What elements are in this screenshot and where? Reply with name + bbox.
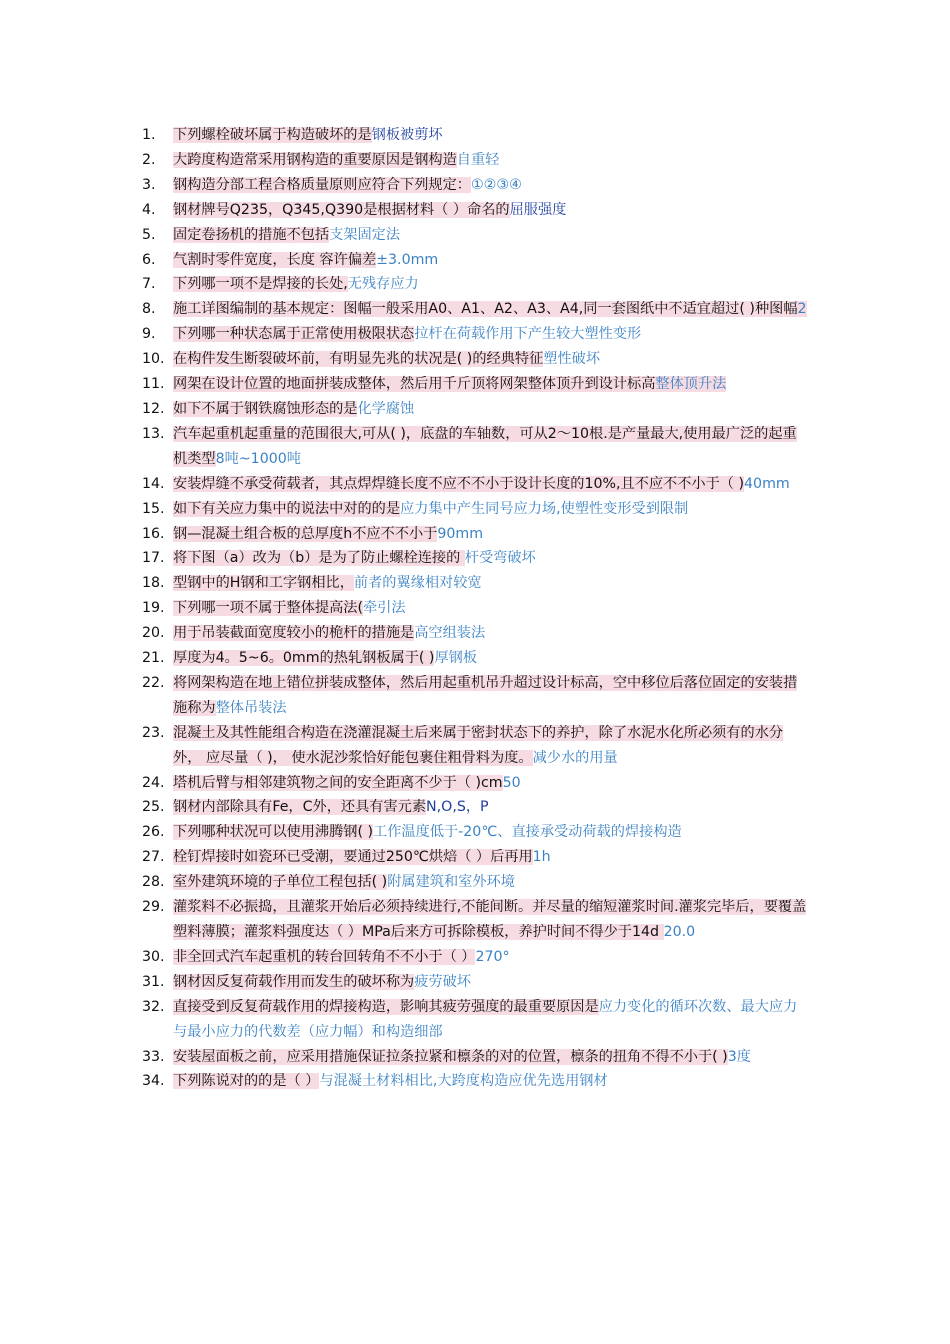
answer-text: 高空组装法 <box>414 625 486 642</box>
item-number: 18. <box>142 575 165 592</box>
item-number: 33. <box>142 1048 165 1065</box>
list-item <box>142 671 810 721</box>
answer-text: 20.0 <box>663 924 696 940</box>
item-number: 6. <box>142 251 156 268</box>
question-text: 将下图（a）改为（b）是为了防止螺栓连接的 <box>173 550 465 567</box>
item-number: 29. <box>142 899 165 916</box>
item-number: 13. <box>142 425 165 442</box>
question-list <box>142 123 810 1094</box>
item-number: 23. <box>142 724 165 741</box>
item-number: 17. <box>142 550 165 567</box>
item-number: 7. <box>142 276 156 293</box>
question-text: 钢材因反复荷载作用而发生的破坏称为 <box>173 973 415 990</box>
question-text: 下列哪种状况可以使用沸腾钢( ) <box>173 824 374 841</box>
answer-text: 牵引法 <box>362 600 406 617</box>
question-text: 室外建筑环境的子单位工程包括( ) <box>173 874 388 891</box>
answer-text: 2 <box>797 301 807 318</box>
list-item <box>142 372 810 397</box>
list-item <box>142 223 810 248</box>
item-number: 16. <box>142 525 165 542</box>
list-item <box>142 970 810 995</box>
answer-text: 厚钢板 <box>434 650 478 667</box>
list-item <box>142 771 810 796</box>
item-number: 5. <box>142 226 156 243</box>
answer-text: 拉杆在荷载作用下产生较大塑性变形 <box>414 326 642 343</box>
list-item <box>142 198 810 223</box>
item-number: 10. <box>142 351 165 368</box>
answer-text: 应力集中产生同号应力场,使塑性变形受到限制 <box>400 500 689 517</box>
answer-text: 整体吊装法 <box>215 699 287 716</box>
list-item <box>142 248 810 273</box>
list-item <box>142 272 810 297</box>
question-text: 钢—混凝土组合板的总厚度h不应不不小于 <box>173 525 438 542</box>
item-number: 34. <box>142 1073 165 1090</box>
answer-text: 应力变化的循环次数、最大应力与最小应力的代数差（应力幅）和构造细部 <box>173 998 798 1040</box>
answer-text: N,O,S，P <box>426 799 489 816</box>
list-item <box>142 621 810 646</box>
answer-text: 8吨~1000吨 <box>215 450 301 467</box>
answer-text: ±3.0mm <box>376 251 439 268</box>
answer-text: 疲劳破坏 <box>414 973 471 990</box>
item-number: 30. <box>142 948 165 965</box>
answer-text: 整体顶升法 <box>655 376 727 393</box>
list-item <box>142 646 810 671</box>
answer-text: 减少水的用量 <box>532 749 618 766</box>
question-text: 如下不属于钢铁腐蚀形态的是 <box>173 400 358 417</box>
item-number: 2. <box>142 151 156 168</box>
item-number: 15. <box>142 500 165 517</box>
answer-text: 1h <box>532 849 551 866</box>
answer-text: ①②③④ <box>470 176 522 193</box>
list-item <box>142 297 810 322</box>
question-text: 直接受到反复荷载作用的焊接构造，影响其疲劳强度的最重要原因是 <box>173 998 599 1015</box>
answer-text: 屈服强度 <box>509 201 567 218</box>
item-number: 20. <box>142 625 165 642</box>
item-number: 1. <box>142 127 156 143</box>
list-item <box>142 173 810 198</box>
list-item <box>142 571 810 596</box>
item-number: 25. <box>142 799 165 816</box>
list-item <box>142 845 810 870</box>
list-item <box>142 148 810 173</box>
list-item <box>142 497 810 522</box>
list-item <box>142 1045 810 1070</box>
question-text: 钢材牌号Q235，Q345,Q390是根据材料（ ）命名的 <box>173 201 510 218</box>
question-text: 下列哪一项不是焊接的长处, <box>173 276 348 293</box>
question-text: 大跨度构造常采用钢构造的重要原因是钢构造 <box>173 151 457 168</box>
item-number: 19. <box>142 600 165 617</box>
answer-text: 40mm <box>744 475 790 492</box>
question-text: 钢构造分部工程合格质量原则应符合下列规定： <box>173 176 471 193</box>
question-text: 将网架构造在地上错位拼装成整体，然后用起重机吊升超过设计标高，空中移位后落位固定的安装措施称为 <box>173 674 798 716</box>
list-item <box>142 820 810 845</box>
item-number: 4. <box>142 201 156 218</box>
answer-text: 杆受弯破坏 <box>464 550 536 567</box>
item-number: 11. <box>142 376 165 393</box>
answer-text: 自重轻 <box>456 151 500 168</box>
list-item <box>142 522 810 547</box>
question-text: 在构件发生断裂破坏前，有明显先兆的状况是( )的经典特征 <box>173 351 544 368</box>
item-number: 3. <box>142 176 156 193</box>
list-item <box>142 945 810 970</box>
list-item <box>142 870 810 895</box>
question-text: 非全回式汽车起重机的转台回转角不不小于（ ） <box>173 948 476 965</box>
question-text: 安装焊缝不承受荷载者，其点焊焊缝长度不应不不小于设计长度的10%,且不应不不小于（ ) <box>173 475 745 492</box>
question-text: 灌浆料不必振捣，且灌浆开始后必须持续进行,不能间断。并尽量的缩短灌浆时间.灌浆完毕后，要覆盖塑料薄膜；灌浆料强度达（ ）MPa后来方可拆除模板，养护时间不得少于14d <box>173 899 807 940</box>
item-number: 27. <box>142 849 165 866</box>
question-text: 安装屋面板之前，应采用措施保证拉条拉紧和檩条的对的位置，檩条的扭角不得不小于( ) <box>173 1048 728 1065</box>
item-number: 26. <box>142 824 165 841</box>
item-number: 21. <box>142 650 165 667</box>
answer-text: 无残存应力 <box>347 276 419 293</box>
list-item <box>142 472 810 497</box>
answer-text: 与混凝土材料相比,大跨度构造应优先选用钢材 <box>319 1073 608 1090</box>
question-text: 型钢中的H钢和工字钢相比， <box>173 575 354 592</box>
item-number: 9. <box>142 326 156 343</box>
list-item <box>142 322 810 347</box>
question-text: 用于吊装截面宽度较小的桅杆的措施是 <box>173 625 415 642</box>
item-number: 12. <box>142 400 165 417</box>
question-text: 施工详图编制的基本规定：图幅一般采用A0、A1、A2、A3、A4,同一套图纸中不适宜超过( )种图幅 <box>173 301 798 318</box>
question-text: 汽车起重机起重量的范围很大,可从( )，底盘的车轴数，可从2～10根.是产量最大,使用最广泛的起重机类型 <box>173 425 797 467</box>
question-text: 网架在设计位置的地面拼装成整体，然后用千斤顶将网架整体顶升到设计标高 <box>173 376 656 393</box>
item-number: 8. <box>142 301 156 318</box>
question-text: 气割时零件宽度，长度 容许偏差 <box>173 251 377 268</box>
answer-text: 钢板被剪坏 <box>371 127 443 143</box>
answer-text: 化学腐蚀 <box>357 400 415 417</box>
answer-text: 塑性破坏 <box>543 351 601 368</box>
answer-text: 支架固定法 <box>329 226 401 243</box>
item-number: 14. <box>142 475 165 492</box>
question-text: 混凝土及其性能组合构造在浇灌混凝土后来属于密封状态下的养护，除了水泥水化所必须有的水分外， 应尽量（ )， 使水泥沙浆恰好能包裹住粗骨料为度。 <box>173 724 784 766</box>
answer-text: 3度 <box>727 1048 751 1065</box>
answer-text: 工作温度低于-20℃、直接承受动荷载的焊接构造 <box>373 824 682 841</box>
question-text: 固定卷扬机的措施不包括 <box>173 226 330 243</box>
list-item <box>142 422 810 472</box>
question-text: 下列陈说对的的是（ ） <box>173 1073 320 1090</box>
question-text: 厚度为4。5~6。0mm的热轧钢板属于( ) <box>173 650 435 667</box>
list-item <box>142 995 810 1045</box>
answer-text: 附属建筑和室外环境 <box>387 874 515 891</box>
question-text: 栓钉焊接时如瓷环已受潮，要通过250℃烘焙（ ）后再用 <box>173 849 533 866</box>
item-number: 24. <box>142 774 165 791</box>
list-item <box>142 123 810 148</box>
item-number: 32. <box>142 998 165 1015</box>
question-text: 下列螺栓破坏属于构造破坏的是 <box>173 127 372 143</box>
question-text: 钢材内部除具有Fe，C外，还具有害元素 <box>173 799 427 816</box>
question-text: 下列哪一项不属于整体提高法( <box>173 600 363 617</box>
answer-text: 50 <box>502 774 521 791</box>
list-item <box>142 596 810 621</box>
list-item <box>142 546 810 571</box>
answer-text: 前者的翼缘相对较宽 <box>353 575 482 592</box>
question-text: 塔机后臂与相邻建筑物之间的安全距离不少于（ )cm <box>173 774 503 791</box>
list-item <box>142 1069 810 1094</box>
list-item <box>142 347 810 372</box>
list-item <box>142 895 810 945</box>
list-item <box>142 721 810 771</box>
answer-text: 90mm <box>437 525 484 542</box>
list-item <box>142 397 810 422</box>
question-text: 下列哪一种状态属于正常使用极限状态 <box>173 326 415 343</box>
item-number: 28. <box>142 874 165 891</box>
item-number: 31. <box>142 973 165 990</box>
answer-text: 270° <box>475 948 510 965</box>
item-number: 22. <box>142 674 165 691</box>
list-item <box>142 795 810 820</box>
question-text: 如下有关应力集中的说法中对的的是 <box>173 500 401 517</box>
